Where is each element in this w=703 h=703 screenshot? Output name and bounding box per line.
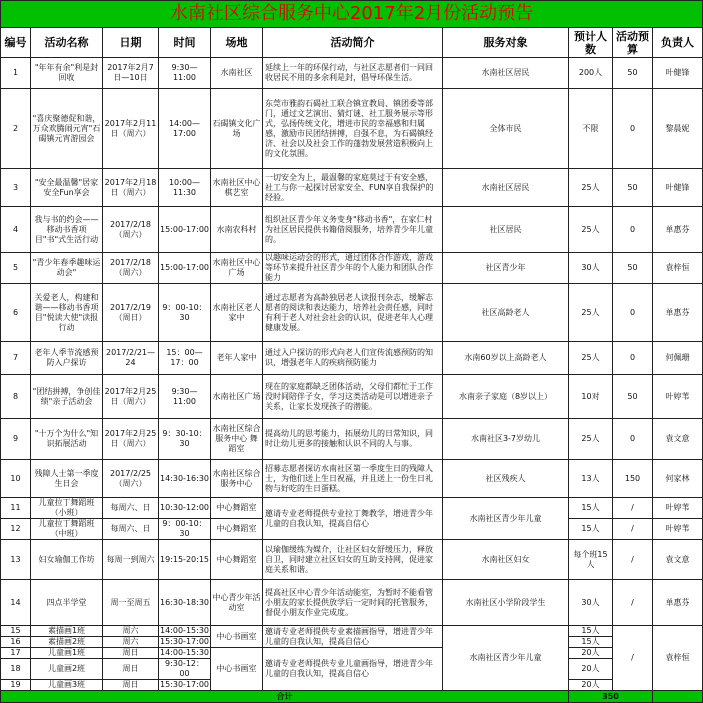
cell-time: 15:30-17:00 <box>160 637 209 646</box>
cell-venue: 石碣镇文化广场 <box>211 89 263 169</box>
cell-venue: 中心舞蹈室 <box>211 498 263 519</box>
header-budget: 活动预算 <box>613 28 653 58</box>
table-row <box>1 460 703 498</box>
cell-people: 20人 <box>569 648 613 659</box>
cell-no: 6 <box>1 284 31 342</box>
cell-no: 4 <box>1 207 31 253</box>
cell-venue: 中心舞蹈室 <box>211 519 263 540</box>
table-row <box>1 580 703 626</box>
cell-people: 15人 <box>569 519 613 540</box>
header-owner: 负责人 <box>653 28 703 58</box>
cell-no: 15 <box>1 626 31 637</box>
cell-budget: / <box>613 540 653 580</box>
cell-owner: 袁梓恒 <box>653 253 703 284</box>
cell-time: 15:00-17:00 <box>159 207 211 253</box>
cell-people: 30人 <box>569 580 613 626</box>
cell-intro: 邀请专业老师提供专业素描画指导，增进青少年儿童的自我认知，提高自信心 <box>263 626 443 648</box>
cell-target: 水南社区居民 <box>443 58 569 89</box>
cell-people: 20人 <box>569 680 613 691</box>
cell-owner: 袁文意 <box>653 419 703 460</box>
cell-venue: 水南农科村 <box>211 207 263 253</box>
header-target: 服务对象 <box>443 28 569 58</box>
cell-time: 10:30-12:00 <box>159 498 211 519</box>
cell-date: 周一至周五 <box>103 580 159 626</box>
title-row <box>1 1 703 28</box>
cell-budget: 0 <box>613 419 653 460</box>
cell-time: 16:30-18:30 <box>159 580 211 626</box>
table-row <box>1 284 703 342</box>
cell-no: 19 <box>1 680 31 691</box>
total-row <box>1 691 703 703</box>
header-name: 活动名称 <box>31 28 103 58</box>
cell-people: 15人 <box>569 498 613 519</box>
cell-people: 25人 <box>569 284 613 342</box>
cell-time: 15:00-17:00 <box>159 253 211 284</box>
cell-intro: 提高幼儿的思考能力，拓展幼儿的日常知识，同时让幼儿更多的接触和认识不同的人与事。 <box>263 419 443 460</box>
sheet-title: 水南社区综合服务中心2017年2月份活动预告 <box>1 1 703 28</box>
table-row <box>1 89 703 169</box>
cell-budget: 0 <box>613 342 653 375</box>
cell-target: 水南社区小学阶段学生 <box>443 580 569 626</box>
cell-time: 15：00—17：00 <box>159 342 211 375</box>
cell-target: 水南60岁以上高龄老人 <box>443 342 569 375</box>
cell-venue: 水南社区老人家中 <box>211 284 263 342</box>
cell-name: "年年有余"利是封回收 <box>31 58 103 89</box>
header-venue: 场地 <box>211 28 263 58</box>
cell-date: 周六 <box>103 637 159 648</box>
cell-name: 儿童画3班 <box>31 680 103 691</box>
cell-intro: 通过入户探访的形式向老人们宣传流感预防的知识，增强老年人的疾病预防能力 <box>263 342 443 375</box>
cell-venue: 中心书画室 <box>211 626 263 648</box>
cell-name: 老年人季节流感预防入户探访 <box>31 342 103 375</box>
cell-target: 社区残疾人 <box>443 460 569 498</box>
table-row <box>1 648 703 659</box>
cell-people: 15人 <box>569 637 613 648</box>
cell-name: 儿童拉丁舞蹈班（中班） <box>31 519 103 540</box>
table-row <box>1 169 703 207</box>
cell-intro: 提高社区中心青少年活动能室，为暂时不能看管小朋友的家长提供放学后一定时间的托管服务，督促小朋友作业完成度。 <box>263 580 443 626</box>
cell-date: 周六 <box>103 626 159 637</box>
cell-target: 水南社区青少年儿童 <box>443 626 569 691</box>
cell-name: "十万个为什么"知识拓展活动 <box>31 419 103 460</box>
cell-owner: 叶婷苇 <box>653 375 703 419</box>
cell-intro: 组织社区青少年义务变身"移动书香"，在家仁村为社区居民提供书籍借阅服务，培养青少年儿童的。 <box>263 207 443 253</box>
cell-people: 15人 <box>569 626 613 637</box>
cell-no: 14 <box>1 580 31 626</box>
cell-venue: 水南社区中心 棋艺室 <box>211 169 263 207</box>
total-label: 合计 <box>1 691 569 703</box>
header-time: 时间 <box>159 28 211 58</box>
cell-target: 水南亲子家庭（8岁以上） <box>443 375 569 419</box>
cell-time: 9：30-10：30 <box>159 419 211 460</box>
table-row <box>1 626 703 637</box>
cell-name: "喜庆聚德促和谐，万众欢腾闹元宵"石碣镇元宵游园会 <box>31 89 103 169</box>
cell-name: 关爱老人，构建和谐——移动书香项目"悦读大使"读报行动 <box>31 284 103 342</box>
table-row <box>1 207 703 253</box>
cell-venue: 中心青少年活动室 <box>211 580 263 626</box>
cell-date: 周日 <box>103 680 159 691</box>
cell-intro: 现在的家庭都缺乏团体活动，父母们都忙于工作没时间陪伴子女，学习这类活动是可以增进亲子关系，让家长发现孩子的潜能。 <box>263 375 443 419</box>
cell-name: 儿童画2班 <box>31 659 103 680</box>
table-row <box>1 253 703 284</box>
cell-owner: 叶健锋 <box>653 58 703 89</box>
header-no: 编号 <box>1 28 31 58</box>
cell-no: 3 <box>1 169 31 207</box>
cell-budget: 50 <box>613 253 653 284</box>
cell-people: 25人 <box>569 169 613 207</box>
header-row <box>1 28 703 58</box>
cell-time: 9:30—11:00 <box>159 375 211 419</box>
cell-target: 水南社区居民 <box>443 169 569 207</box>
cell-owner: 袁梓恒 <box>653 626 703 691</box>
cell-venue: 水南社区广场 <box>211 375 263 419</box>
cell-people: 10对 <box>569 375 613 419</box>
table-row <box>1 375 703 419</box>
cell-venue: 老年人家中 <box>211 342 263 375</box>
cell-people: 30人 <box>569 253 613 284</box>
cell-date: 2017年2月11日（周六） <box>103 89 159 169</box>
cell-owner: 叶健锋 <box>653 169 703 207</box>
cell-date: 2017/2/21—24 <box>103 342 159 375</box>
cell-venue: 水南社区中心广场 <box>211 253 263 284</box>
cell-venue: 中心书画室 <box>211 648 263 691</box>
table-row <box>1 58 703 89</box>
cell-venue: 水南社区 <box>211 58 263 89</box>
cell-owner: 叶婷苇 <box>653 498 703 519</box>
cell-date: 周日 <box>103 659 159 680</box>
cell-owner: 何家林 <box>653 460 703 498</box>
cell-no: 11 <box>1 498 31 519</box>
cell-budget: / <box>613 580 653 626</box>
cell-owner: 叶婷苇 <box>653 519 703 540</box>
cell-owner: 单惠芬 <box>653 580 703 626</box>
cell-name: 儿童画1班 <box>31 648 103 659</box>
cell-no: 7 <box>1 342 31 375</box>
cell-no: 10 <box>1 460 31 498</box>
cell-venue: 水南社区综合服务中心 <box>211 460 263 498</box>
cell-people: 13人 <box>569 460 613 498</box>
cell-name: 我与书的约会——移动书香项目"书"式生活行动 <box>31 207 103 253</box>
header-date: 日期 <box>103 28 159 58</box>
cell-owner: 单惠芬 <box>653 284 703 342</box>
total-empty-cell <box>653 691 703 703</box>
cell-date: 每周六、日 <box>103 519 159 540</box>
cell-budget: 50 <box>613 58 653 89</box>
cell-no: 5 <box>1 253 31 284</box>
cell-target: 社区居民 <box>443 207 569 253</box>
cell-time: 19:15-20:15 <box>159 540 211 580</box>
cell-name: "青少年春季趣味运动会" <box>31 253 103 284</box>
cell-name: 儿童拉丁舞蹈班（小班） <box>31 498 103 519</box>
cell-name: 四点半学堂 <box>31 580 103 626</box>
cell-time: 9:30-12：00 <box>159 659 211 680</box>
cell-owner: 单惠芬 <box>653 207 703 253</box>
cell-time: 14:30-16:30 <box>159 460 211 498</box>
cell-intro: 邀请专业老师提供专业儿童画指导，增进青少年儿童的自我认知，提高自信心 <box>263 648 443 691</box>
cell-budget: 150 <box>613 460 653 498</box>
cell-owner: 黎晨妮 <box>653 89 703 169</box>
table-row <box>1 419 703 460</box>
cell-time: 14:00-15:30 <box>160 626 209 635</box>
cell-date: 每周六、日 <box>103 498 159 519</box>
cell-people: 20人 <box>569 659 613 680</box>
cell-owner: 袁文意 <box>653 540 703 580</box>
cell-no: 2 <box>1 89 31 169</box>
cell-people: 不限 <box>569 89 613 169</box>
cell-name: "安全最温馨"居家安全Fun享会 <box>31 169 103 207</box>
cell-date: 2017年2月18日（周六） <box>103 169 159 207</box>
cell-target: 全体市民 <box>443 89 569 169</box>
cell-name: 妇女瑜伽工作坊 <box>31 540 103 580</box>
cell-date: 2017/2/25（周六） <box>103 460 159 498</box>
cell-budget: 0 <box>613 284 653 342</box>
cell-owner: 何佩珊 <box>653 342 703 375</box>
cell-target: 社区高龄老人 <box>443 284 569 342</box>
cell-no: 12 <box>1 519 31 540</box>
table-row <box>1 498 703 519</box>
cell-people: 200人 <box>569 58 613 89</box>
cell-target: 社区青少年 <box>443 253 569 284</box>
cell-budget: 0 <box>613 207 653 253</box>
cell-budget: / <box>613 626 653 691</box>
header-people: 预计人数 <box>569 28 613 58</box>
cell-date: 2017/2/19（周日） <box>103 284 159 342</box>
cell-budget: / <box>613 498 653 519</box>
cell-date: 每周一到周六 <box>103 540 159 580</box>
cell-no: 9 <box>1 419 31 460</box>
cell-no: 8 <box>1 375 31 419</box>
cell-no: 17 <box>1 648 31 659</box>
cell-intro: 招募志愿者探访水南社区第一季度生日的残障人士，为他们送上生日祝福，并且送上一份生日礼物与好吃的生日蛋糕。 <box>263 460 443 498</box>
cell-name: 素描画2班 <box>31 637 103 648</box>
table-row <box>1 540 703 580</box>
cell-time: 9：00-10：30 <box>159 519 211 540</box>
header-intro: 活动简介 <box>263 28 443 58</box>
cell-no: 1 <box>1 58 31 89</box>
cell-date: 2017年2月7日—10日 <box>103 58 159 89</box>
cell-date: 2017/2/18（周六） <box>103 253 159 284</box>
cell-intro: 通过志愿者为高龄独居老人读报刊杂志，缓解志愿者的阅读和表达能力，培养社会责任感，同时有利于老人对社会社会的认识，促进老年人心理健康发展。 <box>263 284 443 342</box>
cell-no: 16 <box>1 637 31 648</box>
cell-intro: 一切安全为上，最温馨的家庭莫过于有安全感，社工与你一起探讨居家安全、FUN享自我保护的经验。 <box>263 169 443 207</box>
cell-time: 9:30—11:00 <box>159 58 211 89</box>
cell-budget: / <box>613 519 653 540</box>
cell-intro: 延续上一年的环保行动，与社区志愿者们一同回收居民不用的多余利是封，倡导环保生活。 <box>263 58 443 89</box>
cell-people: 25人 <box>569 342 613 375</box>
cell-intro: 以趣味运动会的形式，通过团体合作游戏，游戏等环节来提升社区青少年的个人能力和团队合作能力 <box>263 253 443 284</box>
cell-no: 18 <box>1 659 31 680</box>
cell-budget: 0 <box>613 89 653 169</box>
cell-date: 周日 <box>103 648 159 659</box>
total-value: 350 <box>569 691 653 703</box>
cell-time: 9：00-10：30 <box>159 284 211 342</box>
cell-time: 15:30-17:00 <box>160 680 209 689</box>
cell-target: 水南社区妇女 <box>443 540 569 580</box>
cell-date: 2017年2月25日（周六） <box>103 375 159 419</box>
cell-intro: 邀请专业老师提供专业拉丁舞教学，增进青少年儿童的自我认知，提高自信心 <box>263 498 443 540</box>
cell-target: 水南社区3-7岁幼儿 <box>443 419 569 460</box>
cell-budget: 50 <box>613 169 653 207</box>
cell-time: 10:00—11:30 <box>159 169 211 207</box>
cell-date: 2017年2月25日（周六） <box>103 419 159 460</box>
cell-intro: 以瑜伽缓练为媒介，让社区妇女舒缓压力，释放自卫，同时建立社区妇女的互助支持网，促进家庭关系和谐。 <box>263 540 443 580</box>
cell-name: "团结拼搏，争创佳绩"亲子活动会 <box>31 375 103 419</box>
cell-target: 水南社区青少年儿童 <box>443 498 569 540</box>
cell-budget: 50 <box>613 375 653 419</box>
cell-venue: 水南社区综合服务中心 舞蹈室 <box>211 419 263 460</box>
cell-name: 残障人士第一季度生日会 <box>31 460 103 498</box>
cell-people: 25人 <box>569 207 613 253</box>
cell-no: 13 <box>1 540 31 580</box>
cell-intro: 东莞市雅韵石碣社工联合镇宣教局、镇团委等部门，通过文艺演出、猜灯谜、社工服务展示等形式，弘扬传统文化，增进市民的幸福感和归属感，激励市民团结拼搏，自强不息，为石碣镇经济、社会以及社会工作的蓬勃发展营造积极向上的文化氛围。 <box>263 89 443 169</box>
cell-time: 14:00—17:00 <box>159 89 211 169</box>
cell-venue: 中心舞蹈室 <box>211 540 263 580</box>
cell-people: 每个班15人 <box>569 540 613 580</box>
cell-people: 25人 <box>569 419 613 460</box>
cell-name: 素描画1班 <box>31 626 103 637</box>
table-row <box>1 342 703 375</box>
cell-time: 14:00-15:30 <box>160 648 209 657</box>
cell-date: 2017/2/18（周六） <box>103 207 159 253</box>
